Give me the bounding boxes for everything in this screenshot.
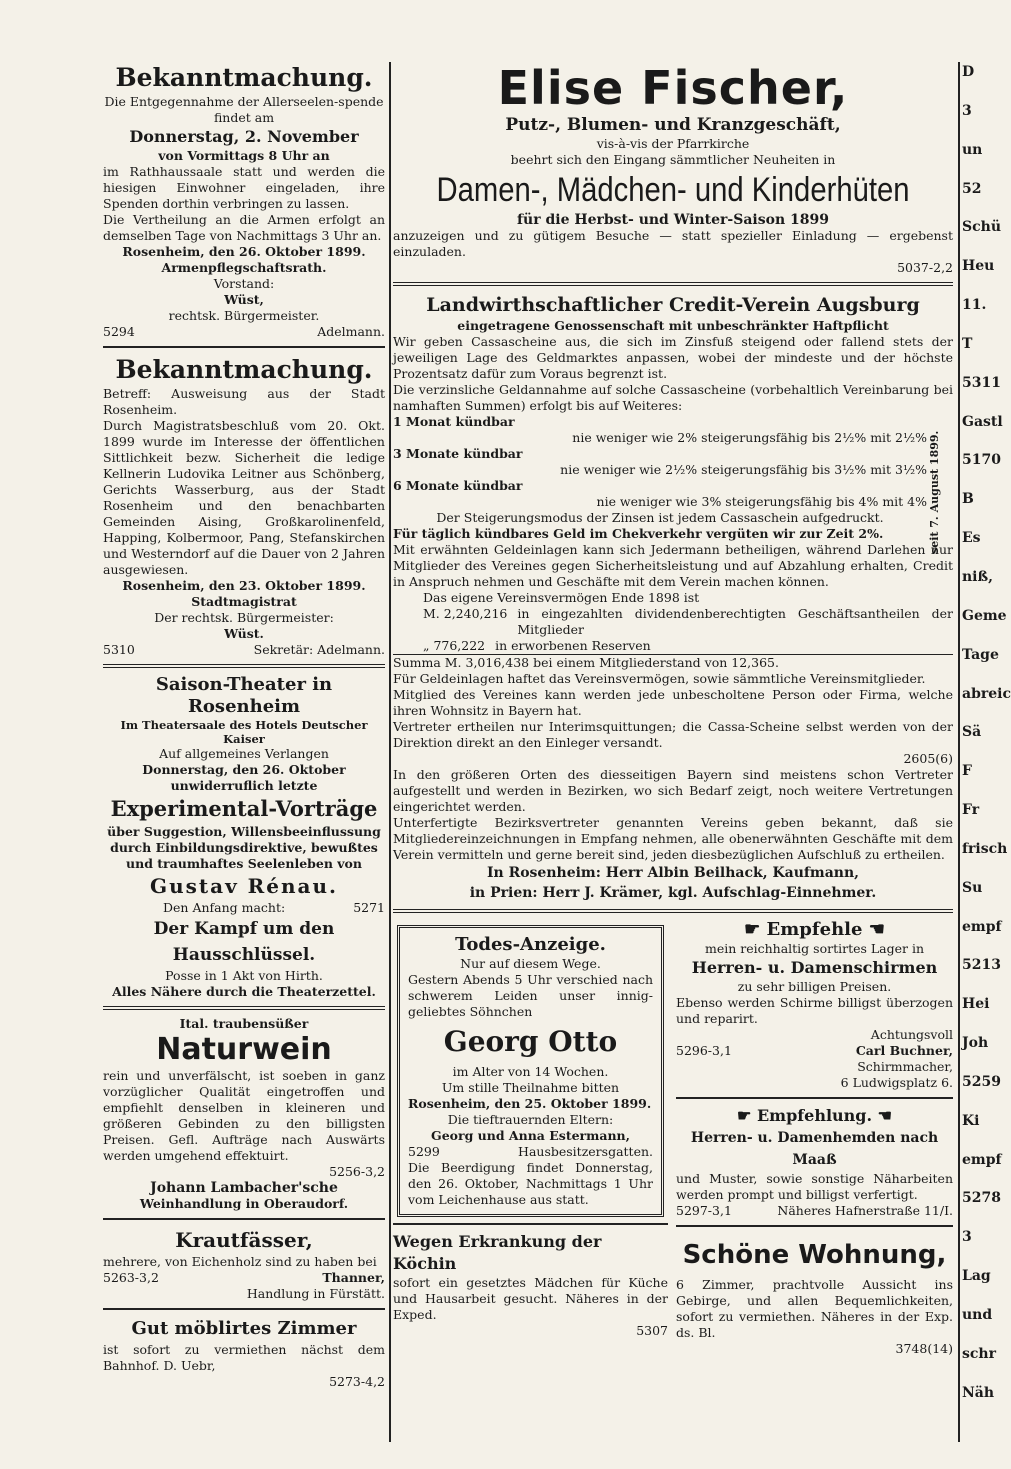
ad-text: Den Anfang macht: [163,900,286,915]
edge-fragment: Heu [962,258,995,275]
rate-table [393,414,953,526]
ad-text: unwiderruflich letzte [170,778,318,793]
ad-text: Die verzinsliche Geldannahme auf solche Cassascheine (vorbehaltlich Vereinbarung bei namhaften Summen) erfolgt bis auf Weiteres: [393,382,953,413]
ad-org: Armenpflegschaftsrath. [161,260,327,275]
divider [103,664,385,668]
ad-naturwein [103,1016,385,1212]
edge-fragment: abreic [962,685,1011,702]
ad-representative: in Prien: Herr J. Krämer, kgl. Aufschlag-Einnehmer. [469,885,877,901]
ad-text: Achtungsvoll [870,1027,953,1042]
rate-text: nie weniger wie 2% steigerungsfähig bis 2½% mit 2½% [572,430,927,445]
edge-fragment: Tage [962,646,999,663]
rate-term: 1 Monat kündbar [393,414,515,429]
ad-code: 5256-3,2 [329,1164,385,1179]
edge-fragment: Näh [962,1384,995,1401]
ad-text: Der Steigerungsmodus der Zinsen ist jedem Cassaschein aufgedruckt. [436,510,884,525]
ad-text: Mit erwähnten Geldeinlagen kann sich Jedermann betheiligen, während Darlehen nur Mitglieder des Vereines gegen Sicherheitsleistung und auf Abzahlung erhalten, Credit in Anspruch nehmen und Geschäfte mit dem Verein machen können. [393,542,953,589]
ad-text: Durch Magistratsbeschluß vom 20. Okt. 1899 wurde im Interesse der öffentlichen Sittlichkeit bezw. Sicherheit die ledige Kellnerin Ludovika Leitner aus Schönberg, Gerichts Wasserburg, aus der Stadt Rosenheim und den benachbarten Gemeinden Aising, Großkarolinenfeld, Happing, Kolbermoor, Pang, Stefanskirchen und Westerndorf auf die Dauer von 2 Jahren ausgewiesen. [103,418,385,577]
ad-title: Naturwein [156,1032,332,1067]
edge-fragment: 3 [962,1229,972,1246]
ad-title: Landwirthschaftlicher Credit-Verein Augsburg [426,294,920,316]
column-left [103,62,385,1390]
ad-subject: Betreff: Ausweisung aus der Stadt Rosenheim. [103,386,385,417]
divider [103,1308,385,1310]
ad-elise-fischer [393,62,953,276]
edge-fragment: 5311 [962,374,1001,391]
ad-allerseelen [103,62,385,340]
ad-time: von Vormittags 8 Uhr an [158,148,330,163]
ad-text: Die tieftrauernden Eltern: [447,1112,614,1127]
ad-text: beehrt sich den Eingang sämmtlicher Neuheiten in [510,152,836,167]
edge-fragment: frisch [962,840,1008,857]
ad-text: Das eigene Vereinsvermögen Ende 1898 ist [423,590,700,605]
ad-text: Für Geldeinlagen haftet das Vereinsvermögen, sowie sämmtliche Vereinsmitglieder. [393,671,926,686]
ad-text: vis-à-vis der Pfarrkirche [596,136,750,151]
edge-fragment: niß, [962,568,994,585]
divider [393,909,953,913]
ad-text: Um stille Theilnahme bitten [441,1080,620,1095]
ad-signer: Wüst. [224,626,264,641]
ad-title: Bekanntmachung. [115,355,373,384]
ad-text: Gestern Abends 5 Uhr verschied nach schwerem Leiden unser innig-geliebtes Söhnchen [408,972,653,1019]
ad-todes-anzeige [397,925,664,1217]
ad-headline: Damen-, Mädchen- und Kinderhüten [436,171,910,209]
ad-text: In den größeren Orten des diesseitigen Bayern sind meistens schon Vertreter aufgestellt und werden in Bezirken, wo sich Bedarf zeigt, noch weitere Vertretungen eingerichtet werden. [393,767,953,814]
ad-date: Donnerstag, 2. November [129,127,359,146]
divider [103,1006,385,1010]
edge-fragment: Geme [962,607,1007,624]
ad-code: 5037-2,2 [897,260,953,275]
ad-text: ist sofort zu vermiethen nächst dem Bahnhof. D. Uebr, [103,1342,385,1373]
ad-hemden [676,1105,953,1219]
ad-title: Empfehlung. [756,1106,873,1125]
ad-subtitle: Im Theatersaale des Hotels Deutscher Kaiser [120,718,368,746]
asset-sum: Summa M. 3,016,438 bei einem Mitgliederstand von 12,365. [393,654,953,671]
edge-fragment: T [962,335,973,352]
asset-amount: „ 776,222 [423,638,486,653]
ad-title: Schöne Wohnung, [682,1240,947,1270]
ad-firm: Johann Lambacher'sche [150,1180,338,1196]
edge-fragment: 5170 [962,452,1001,469]
ad-place: Handlung in Fürstätt. [246,1286,385,1301]
ad-text: Ebenso werden Schirme billigst überzogen und reparirt. [676,995,953,1026]
edge-fragment: Sä [962,724,982,741]
divider [103,346,385,348]
ad-text: im Rathhaussaale statt und werden die hiesigen Einwohner eingeladen, ihre Spenden dorthin verbringen zu lassen. [103,164,385,211]
edge-fragment: Hei [962,996,990,1013]
ad-intro: Ital. traubensüßer [179,1016,309,1031]
ad-text: Auf allgemeines Verlangen [159,746,329,761]
pointing-hand-icon: ☛ [737,1106,757,1125]
ad-place-date: Rosenheim, den 25. Oktober 1899. [408,1096,652,1111]
edge-fragment: B [962,491,974,508]
pointing-hand-icon: ☚ [872,1106,892,1125]
edge-fragment: 5213 [962,957,1001,974]
ad-schirme [676,919,953,1091]
asset-text: in erworbenen Reserven [495,638,651,653]
edge-fragment: empf [962,918,1002,935]
ad-text: Wir geben Cassascheine aus, die sich im Zinsfuß steigend oder fallend stets der jeweiligen Lage des Geldmarktes anpassen, wobei der mindeste und der höchste Prozentsatz dafür zum Voraus begrenzt ist. [393,334,953,381]
column-right-cutoff [962,62,1011,1422]
ad-ausweisung [103,354,385,658]
edge-fragment: und [962,1307,993,1323]
rate-term: 6 Monate kündbar [393,478,523,493]
divider [676,1225,953,1227]
ad-title-row [676,1105,953,1127]
ad-theater [103,674,385,1000]
ad-headline: Herren- u. Damenschirmen [691,958,938,977]
ad-title: Wegen Erkrankung der Köchin [393,1232,602,1273]
ad-title: Saison-Theater in Rosenheim [155,674,333,717]
ad-name: Carl Buchner, [855,1043,953,1058]
ad-title: Gut möblirtes Zimmer [131,1318,357,1339]
ad-text: Nur auf diesem Wege. [460,956,601,971]
ad-deceased-name: Georg Otto [443,1025,618,1058]
ad-date: Donnerstag, den 26. Oktober [142,762,346,777]
ad-text: Alles Nähere durch die Theaterzettel. [112,984,376,999]
edge-fragment: Schü [962,219,1001,236]
ad-org: Stadtmagistrat [191,594,297,609]
edge-fragment: un [962,141,983,158]
ad-text: Posse in 1 Akt von Hirth. [165,968,323,983]
ad-title: Krautfässer, [175,1228,313,1252]
column-rule [389,62,391,1442]
divider [393,282,953,286]
edge-fragment: 5278 [962,1190,1001,1207]
ad-code: 3748(14) [895,1341,953,1356]
ad-code: 5307 [636,1323,668,1338]
edge-fragment: Su [962,879,983,896]
edge-fragment: 5259 [962,1073,1001,1090]
rate-side-note: seit 7. August 1899. [927,430,941,554]
pointing-hand-icon: ☚ [862,919,885,940]
ad-code: 5271 [353,900,385,915]
ad-text: Mitglied des Vereines kann werden jede unbescholtene Person oder Firma, welche ihren Wohnsitz in Bayern hat. [393,687,953,718]
ad-address: 6 Ludwigsplatz 6. [840,1075,953,1090]
ad-text: Hausbesitzersgatten. [518,1144,653,1159]
ad-headline: Herren- u. Damenhemden nach Maaß [690,1130,939,1168]
ad-place-date: Rosenheim, den 23. Oktober 1899. [122,578,366,593]
edge-fragment: Ki [962,1112,980,1129]
column-rule [958,62,960,1442]
ad-text: Vertreter ertheilen nur Interimsquittungen; die Cassa-Scheine selbst werden von der Direktion direkt an den Einleger versandt. [393,719,953,750]
ad-address: Näheres Hafnerstraße 11/I. [777,1203,953,1218]
rate-term: 3 Monate kündbar [393,446,523,461]
ad-role: Schirmmacher, [857,1059,953,1074]
rate-text: nie weniger wie 3% steigerungsfähig bis 4% mit 4% [596,494,927,509]
ad-representative: In Rosenheim: Herr Albin Beilhack, Kaufmann, [486,865,860,881]
ad-place-date: Rosenheim, den 26. Oktober 1899. [122,244,366,259]
edge-fragment: D [962,64,975,80]
ad-season: für die Herbst- und Winter-Saison 1899 [517,212,829,228]
ad-title: Elise Fischer, [497,61,849,115]
ad-code: 5297-3,1 [676,1203,732,1218]
ad-code: 5299 [408,1144,440,1159]
ad-wohnung [676,1233,953,1357]
ad-text: und Muster, sowie sonstige Näharbeiten werden prompt und billigst verfertigt. [676,1171,953,1202]
ad-code: 5296-3,1 [676,1043,732,1058]
ad-signer: Adelmann. [317,324,385,339]
ad-performer: Gustav Rénau. [149,874,338,898]
ad-text: über Suggestion, Willensbeeinflussung durch Einbildungsdirektive, bewußtes und traumhaftes Seelenleben von [107,824,381,871]
ad-firm: Weinhandlung in Oberaudorf. [139,1196,349,1211]
ad-title-row [676,919,953,941]
rate-text: nie weniger wie 2½% steigerungsfähig bis 3½% mit 3½% [560,462,927,477]
ad-role: rechtsk. Bürgermeister. [168,308,320,323]
ad-signer: Sekretär: Adelmann. [253,642,385,657]
column-middle [393,62,953,1357]
ad-text: anzuzeigen und zu gütigem Besuche — statt spezieller Einladung — ergebenst einzuladen. [393,228,953,259]
divider [393,1223,668,1225]
ad-text: zu sehr billigen Preisen. [737,979,892,994]
ad-text: im Alter von 14 Wochen. [452,1064,609,1079]
edge-fragment: F [962,763,972,780]
ad-parents: Georg und Anna Estermann, [431,1128,630,1143]
ad-name: Thanner, [322,1270,385,1285]
ad-text: sofort ein gesetztes Mädchen für Küche und Hausarbeit gesucht. Näheres in der Exped. [393,1275,668,1322]
ad-subtitle: Putz-, Blumen- und Kranzgeschäft, [505,115,841,135]
edge-fragment: 52 [962,180,982,197]
divider [103,1218,385,1220]
ad-text: mehrere, von Eichenholz sind zu haben bei [103,1254,377,1269]
asset-text: in eingezahlten dividendenberechtigten Geschäftsantheilen der Mitglieder [517,606,953,637]
ad-text: Die Entgegennahme der Allerseelen-spende findet am [104,94,384,125]
ad-subtitle: eingetragene Genossenschaft mit unbeschränkter Haftpflicht [457,318,889,333]
ad-title: Empfehle [766,919,863,940]
ad-code: 5310 [103,642,135,657]
ad-code: 5273-4,2 [329,1374,385,1389]
edge-fragment: empf [962,1151,1002,1168]
ad-title: Bekanntmachung. [115,63,373,92]
ad-role: Der rechtsk. Bürgermeister: [154,610,334,625]
ad-krautfaesser [103,1226,385,1302]
edge-fragment: Joh [962,1035,989,1052]
ad-text: Für täglich kündbares Geld im Chekverkehr vergüten wir zur Zeit 2%. [393,526,884,541]
edge-fragment: Gastl [962,413,1003,430]
ad-text: Unterfertigte Bezirksvertreter genannten Vereins geben bekannt, daß sie Mitgliedereinzeichnungen in Empfang nehmen, alle obenerwähnten Geschäfte mit dem Verein vermitteln und gerne bereit sind, jeden diesbezüglichen Aufschluß zu ertheilen. [393,815,953,862]
ad-text: Die Vertheilung an die Armen erfolgt an demselben Tage von Nachmittags 3 Uhr an. [103,212,385,243]
ad-signer: Wüst, [224,292,264,307]
ad-headline: Experimental-Vorträge [110,796,378,821]
pointing-hand-icon: ☛ [744,919,767,940]
ad-zimmer [103,1316,385,1390]
divider [676,1097,953,1099]
ad-code: 5294 [103,324,135,339]
ad-koechin [393,1231,668,1339]
ad-code: 5263-3,2 [103,1270,159,1285]
ad-text: Die Beerdigung findet Donnerstag, den 26. Oktober, Nachmittags 1 Uhr vom Leichenhause aus statt. [408,1160,653,1207]
ad-text: mein reichhaltig sortirtes Lager in [704,941,925,956]
edge-fragment: schr [962,1345,996,1362]
edge-fragment: 11. [962,297,987,314]
ad-text: 6 Zimmer, prachtvolle Aussicht ins Gebirge, und allen Bequemlichkeiten, sofort zu vermiethen. Näheres in der Exp. ds. Bl. [676,1277,953,1340]
edge-fragment: Fr [962,802,980,819]
ad-play-title: Der Kampf um den Hausschlüssel. [153,919,335,965]
edge-fragment: Es [962,530,981,547]
ad-text: Vorstand: [213,276,275,291]
ad-text: rein und unverfälscht, ist soeben in ganz vorzüglicher Qualität eingetroffen und empfiehlt denselben in kleineren und größeren Gebinden zu den billigsten Preisen. Gefl. Aufträge nach Auswärts werden umgehend effektuirt. [103,1068,385,1163]
ad-title: Todes-Anzeige. [455,934,606,955]
ad-credit-verein [393,292,953,903]
ad-code: 2605(6) [903,751,953,766]
asset-amount: M. 2,240,216 [423,606,508,621]
edge-fragment: Lag [962,1268,991,1285]
edge-fragment: 3 [962,102,972,119]
